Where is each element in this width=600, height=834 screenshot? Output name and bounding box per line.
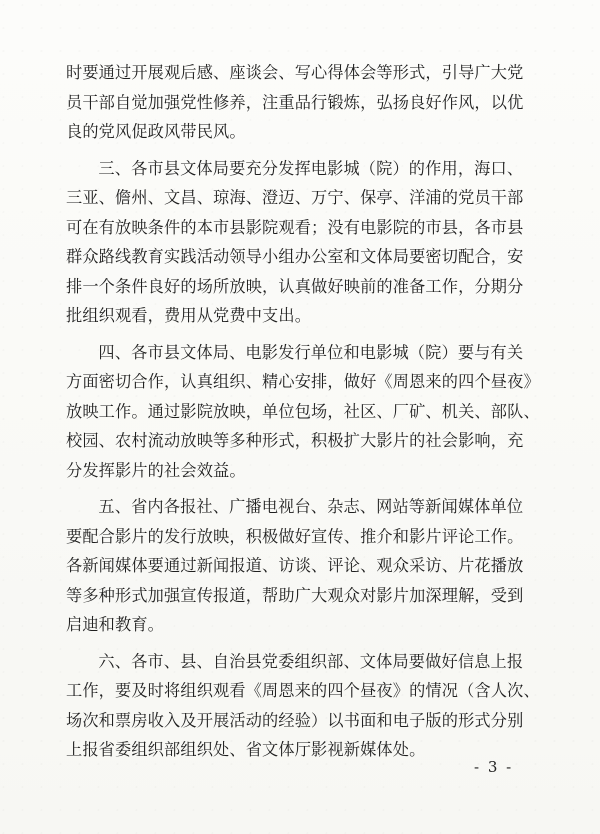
text-line: 要配合影片的发行放映，积极做好宣传、推介和影片评论工作。 — [66, 526, 524, 546]
text-line: 场次和票房收入及开展活动的经验）以书面和电子版的形式分别 — [66, 710, 524, 730]
text-line: 四、各市县文体局、电影发行单位和电影城（院）要与有关 — [98, 342, 524, 362]
paragraph-three — [66, 154, 538, 331]
paragraph-five — [66, 492, 538, 640]
text-line: 分发挥影片的社会效益。 — [66, 460, 246, 480]
text-line: 启迪和教育。 — [66, 615, 165, 634]
text-line: 上报省委组织部组织处、省文体厅影视新媒体处。 — [66, 740, 426, 759]
text-line: 工作，要及时将组织观看《周恩来的四个昼夜》的情况（含人次、 — [66, 681, 540, 700]
text-line: 三亚、儋州、文昌、琼海、澄迈、万宁、保亭、洋浦的党员干部 — [66, 188, 524, 207]
text-line: 校园、农村流动放映等多种形式，积极扩大影片的社会影响，充 — [66, 431, 524, 450]
text-line: 群众路线教育实践活动领导小组办公室和文体局要密切配合，安 — [66, 247, 524, 266]
text-line: 排一个条件良好的场所放映，认真做好映前的准备工作，分期分 — [66, 276, 524, 296]
paragraph-four — [66, 338, 538, 486]
text-line: 员干部自觉加强党性修养，注重品行锻炼，弘扬良好作风，以优 — [66, 92, 524, 112]
text-line: 各新闻媒体要通过新闻报道、访谈、评论、观众采访、片花播放 — [66, 556, 524, 575]
page-number: - 3 - — [474, 758, 514, 776]
paragraph-six — [66, 647, 538, 765]
text-line: 方面密切合作，认真组织、精心安排，做好《周恩来的四个昼夜》 — [66, 372, 540, 391]
text-line: 可在有放映条件的本市县影院观看；没有电影院的市县，各市县 — [66, 217, 524, 237]
text-line: 六、各市、县、自治县党委组织部、文体局要做好信息上报 — [98, 651, 524, 671]
text-line: 时要通过开展观后感、座谈会、写心得体会等形式，引导广大党 — [66, 63, 524, 82]
text-line: 五、省内各报社、广播电视台、杂志、网站等新闻媒体单位 — [98, 497, 524, 516]
text-line: 良的党风促政风带民风。 — [66, 122, 246, 141]
text-line: 三、各市县文体局要充分发挥电影城（院）的作用，海口、 — [98, 158, 524, 178]
text-line: 批组织观看，费用从党费中支出。 — [66, 306, 312, 325]
paragraph-continuation — [66, 58, 538, 147]
text-line: 放映工作。通过影院放映，单位包场，社区、厂矿、机关、部队、 — [66, 401, 540, 421]
document-body — [66, 58, 538, 772]
text-line: 等多种形式加强宣传报道，帮助广大观众对影片加深理解，受到 — [66, 585, 524, 605]
